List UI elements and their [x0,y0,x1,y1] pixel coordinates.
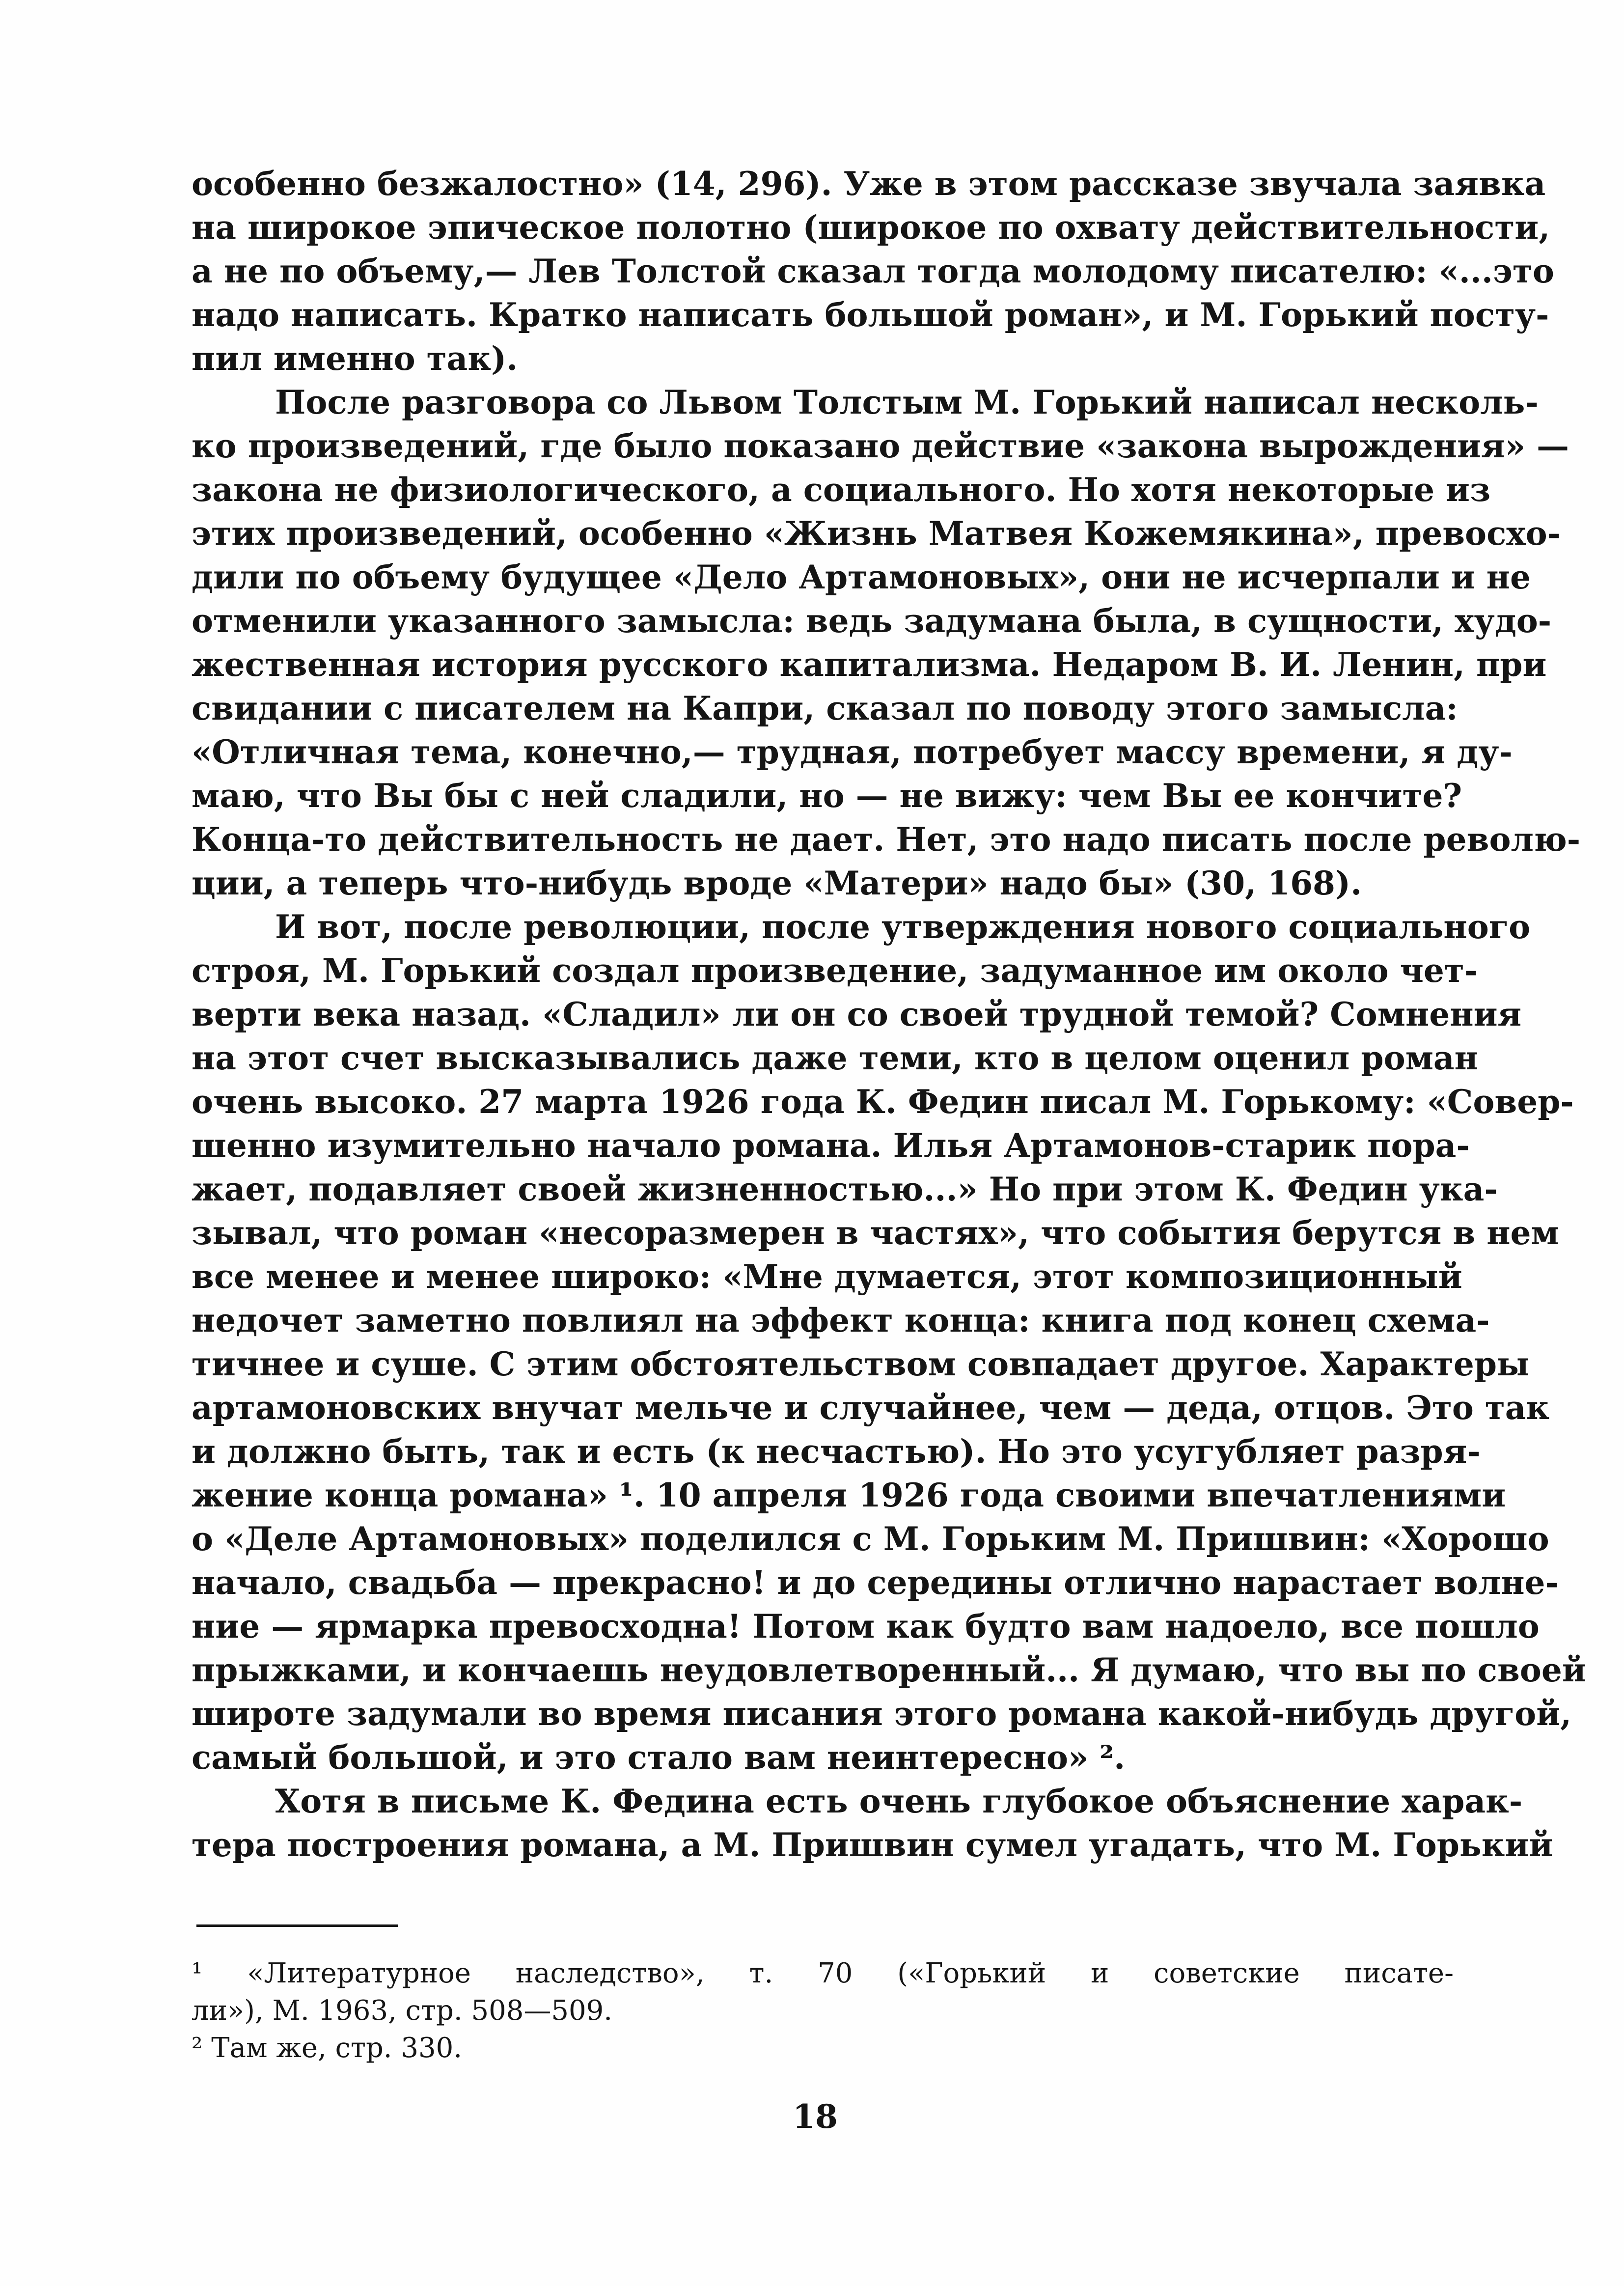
footnotes [192,1955,1454,2067]
text-line: ко произведений, где было показано действие «закона вырождения» — [192,427,1569,465]
text-line: самый большой, и это стало вам неинтересно» ². [192,1738,1126,1777]
text-line: очень высоко. 27 марта 1926 года К. Федин писал М. Горькому: «Совер- [192,1083,1574,1121]
text-line: отменили указанного замысла: ведь задумана была, в сущности, худо- [192,602,1552,640]
text-line: этих произведений, особенно «Жизнь Матвея Кожемякина», превосхо- [192,514,1561,553]
text-line: жает, подавляет своей жизненностью...» Но при этом К. Федин ука- [192,1170,1498,1208]
text-line: маю, что Вы бы с ней сладили, но — не вижу: чем Вы ее кончите? [192,777,1462,815]
text-line: пил именно так). [192,339,518,378]
footnote-divider [196,1924,398,1927]
text-line: жественная история русского капитализма. Недаром В. И. Ленин, при [192,645,1547,684]
page-number: 18 [793,2097,838,2136]
text-line: И вот, после революции, после утверждения нового социального [275,908,1531,946]
footnote-1-line-1: ¹ «Литературное наследство», т. 70 («Горький и советские писате- [192,1957,1454,1989]
text-line: Конца-то действительность не дает. Нет, это надо писать после револю- [192,820,1581,859]
text-line: артамоновских внучат мельче и случайнее, чем — деда, отцов. Это так [192,1389,1550,1427]
text-line: на этот счет высказывались даже теми, кто в целом оценил роман [192,1039,1478,1077]
text-line: особенно безжалостно» (14, 296). Уже в этом рассказе звучала заявка [192,165,1546,203]
text-line: свидании с писателем на Капри, сказал по поводу этого замысла: [192,689,1458,727]
text-line: на широкое эпическое полотно (широкое по охвату действительности, [192,208,1550,247]
text-line: зывал, что роман «несоразмерен в частях», что события берутся в нем [192,1214,1559,1252]
footnote-2: ² Там же, стр. 330. [192,2032,463,2064]
text-line: тера построения романа, а М. Пришвин сумел угадать, что М. Горький [192,1826,1553,1864]
text-line: верти века назад. «Сладил» ли он со своей трудной темой? Сомнения [192,995,1522,1033]
footnote-1-line-2: ли»), М. 1963, стр. 508—509. [192,1995,613,2027]
text-line: начало, свадьба — прекрасно! и до середины отлично нарастает волне- [192,1563,1559,1602]
text-line: широте задумали во время писания этого романа какой-нибудь другой, [192,1695,1572,1733]
text-line: закона не физиологического, а социального. Но хотя некоторые из [192,471,1491,509]
text-line: После разговора со Львом Толстым М. Горький написал несколь- [275,383,1539,421]
text-line: дили по объему будущее «Дело Артамоновых», они не исчерпали и не [192,558,1531,596]
text-line: Хотя в письме К. Федина есть очень глубокое объяснение харак- [275,1782,1523,1820]
text-line: о «Деле Артамоновых» поделился с М. Горьким М. Пришвин: «Хорошо [192,1520,1549,1558]
text-line: ции, а теперь что-нибудь вроде «Матери» надо бы» (30, 168). [192,864,1362,902]
text-line: ние — ярмарка превосходна! Потом как будто вам надоело, все пошло [192,1607,1540,1645]
text-line: «Отличная тема, конечно,— трудная, потребует массу времени, я ду- [192,733,1513,771]
body-text [192,162,1586,1867]
text-line: и должно быть, так и есть (к несчастью). Но это усугубляет разря- [192,1432,1481,1471]
text-line: недочет заметно повлиял на эффект конца: книга под конец схема- [192,1301,1490,1339]
text-line: тичнее и суше. С этим обстоятельством совпадает другое. Характеры [192,1345,1530,1383]
text-line: жение конца романа» ¹. 10 апреля 1926 года своими впечатлениями [192,1476,1506,1514]
text-line: все менее и менее широко: «Мне думается, этот композиционный [192,1257,1462,1296]
text-line: шенно изумительно начало романа. Илья Артамонов-старик пора- [192,1126,1470,1165]
text-line: строя, М. Горький создал произведение, задуманное им около чет- [192,951,1478,990]
text-line: а не по объему,— Лев Толстой сказал тогда молодому писателю: «...это [192,252,1554,290]
text-line: прыжками, и кончаешь неудовлетворенный... Я думаю, что вы по своей [192,1651,1586,1689]
text-line: надо написать. Кратко написать большой роман», и М. Горький посту- [192,296,1549,334]
